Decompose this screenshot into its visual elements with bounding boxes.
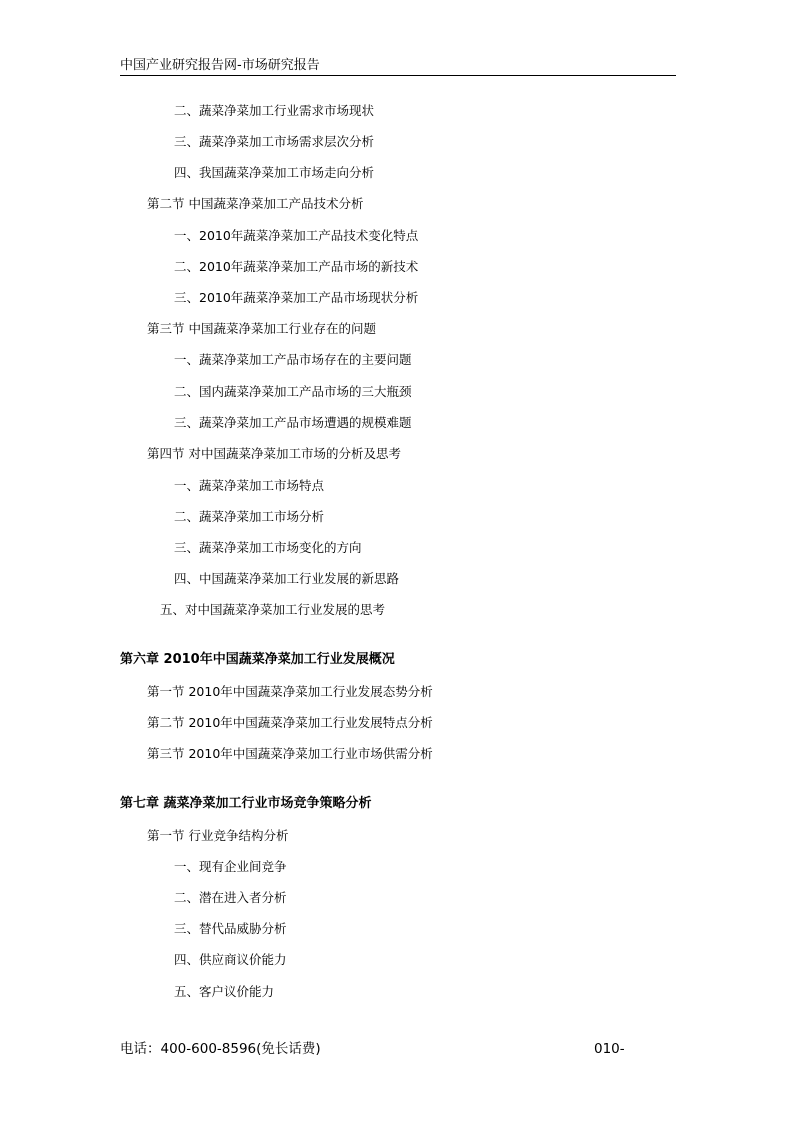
toc-section: 第二节 2010年中国蔬菜净菜加工行业发展特点分析 [147, 715, 433, 730]
toc-section: 第三节 2010年中国蔬菜净菜加工行业市场供需分析 [147, 746, 433, 761]
footer-phone: 电话：400-600-8596(免长话费) [120, 1041, 321, 1057]
toc-entry: 二、蔬菜净菜加工市场分析 [174, 509, 325, 524]
toc-section: 第三节 中国蔬菜净菜加工行业存在的问题 [147, 321, 376, 336]
toc-section: 第四节 对中国蔬菜净菜加工市场的分析及思考 [147, 446, 401, 461]
toc-entry: 三、蔬菜净菜加工产品市场遭遇的规模难题 [174, 415, 412, 430]
toc-entry: 二、2010年蔬菜净菜加工产品市场的新技术 [174, 259, 419, 274]
toc-entry: 二、潜在进入者分析 [174, 890, 287, 905]
toc-entry: 三、替代品威胁分析 [174, 921, 287, 936]
toc-entry: 一、现有企业间竞争 [174, 859, 287, 874]
toc-entry: 二、蔬菜净菜加工行业需求市场现状 [174, 103, 375, 118]
toc-chapter: 第七章 蔬菜净菜加工行业市场竞争策略分析 [120, 796, 372, 811]
toc-section: 第一节 行业竞争结构分析 [147, 828, 289, 843]
toc-entry: 一、2010年蔬菜净菜加工产品技术变化特点 [174, 228, 419, 243]
toc-entry: 一、蔬菜净菜加工产品市场存在的主要问题 [174, 352, 412, 367]
toc-entry: 四、供应商议价能力 [174, 952, 287, 967]
toc-section: 第一节 2010年中国蔬菜净菜加工行业发展态势分析 [147, 684, 433, 699]
toc-entry: 三、蔬菜净菜加工市场需求层次分析 [174, 134, 375, 149]
toc-entry: 五、客户议价能力 [174, 984, 275, 999]
toc-entry: 五、对中国蔬菜净菜加工行业发展的思考 [160, 602, 386, 617]
toc-section: 第二节 中国蔬菜净菜加工产品技术分析 [147, 196, 364, 211]
toc-entry: 四、我国蔬菜净菜加工市场走向分析 [174, 165, 375, 180]
toc-entry: 二、国内蔬菜净菜加工产品市场的三大瓶颈 [174, 384, 412, 399]
footer-page-number: 010- [594, 1041, 625, 1057]
toc-entry: 四、中国蔬菜净菜加工行业发展的新思路 [174, 571, 400, 586]
toc-entry: 三、2010年蔬菜净菜加工产品市场现状分析 [174, 290, 419, 305]
toc-entry: 一、蔬菜净菜加工市场特点 [174, 478, 325, 493]
toc-entry: 三、蔬菜净菜加工市场变化的方向 [174, 540, 362, 555]
page-header: 中国产业研究报告网-市场研究报告 [120, 58, 676, 76]
toc-chapter: 第六章 2010年中国蔬菜净菜加工行业发展概况 [120, 652, 395, 667]
